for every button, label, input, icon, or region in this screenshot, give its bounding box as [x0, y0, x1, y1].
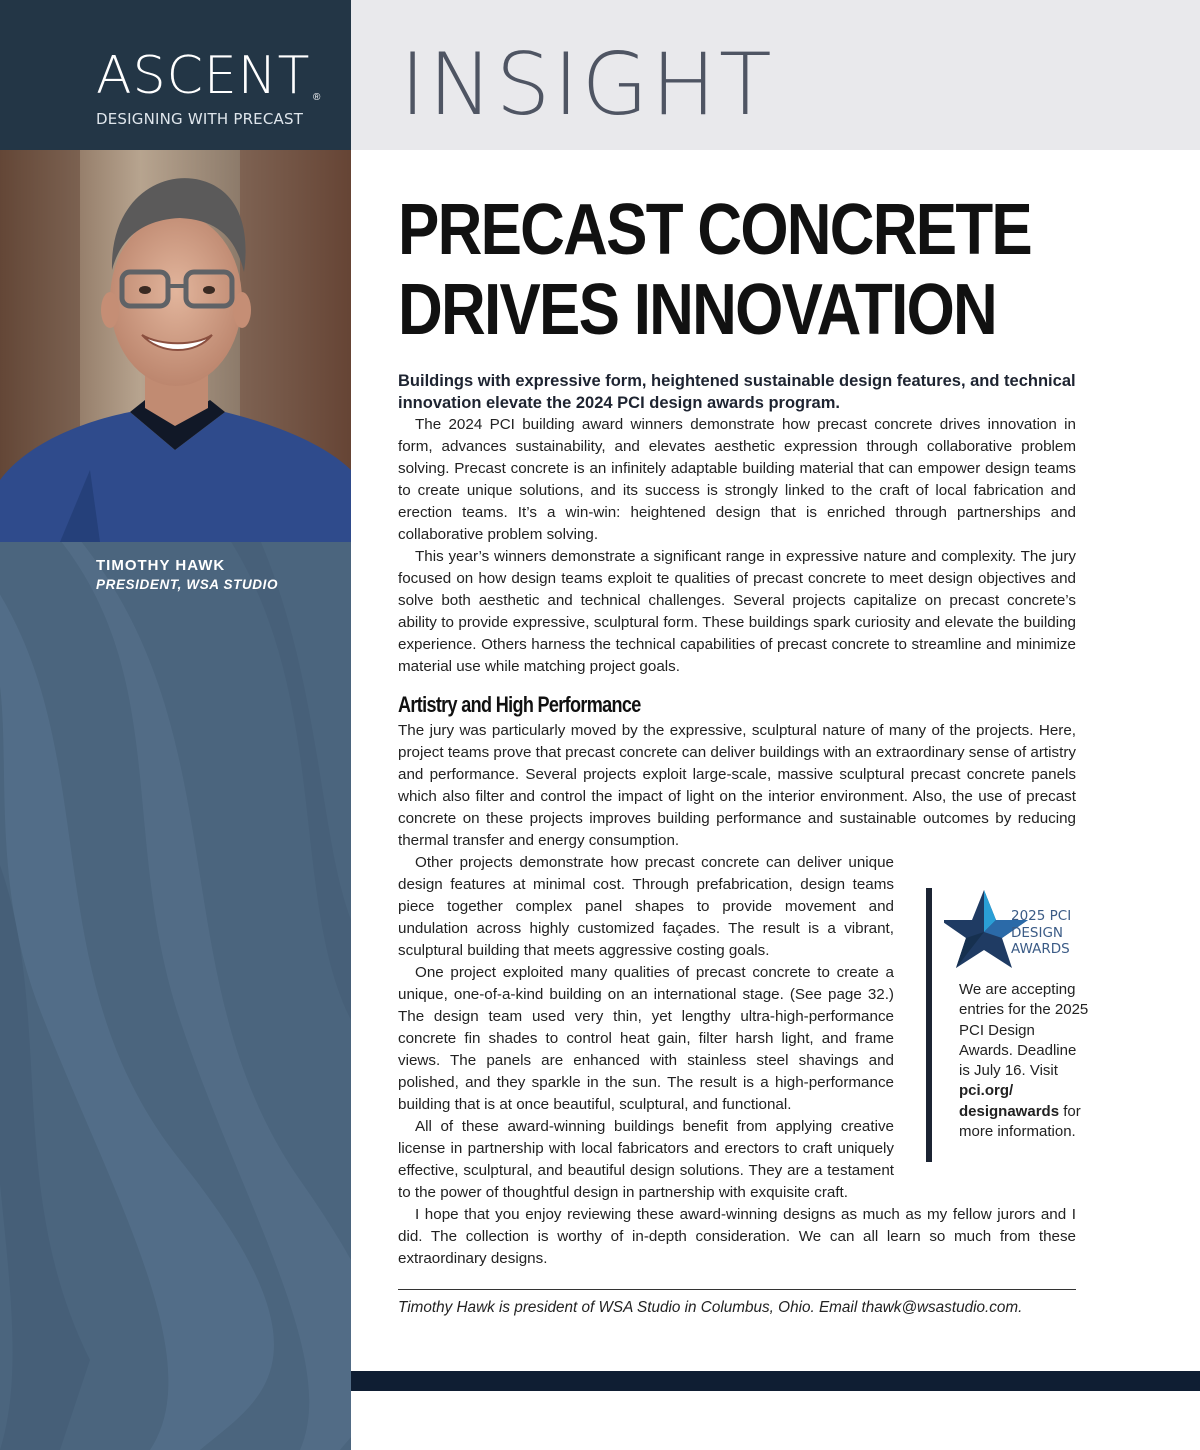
subheading: Artistry and High Performance — [398, 692, 641, 717]
brand-box — [0, 0, 351, 150]
paragraph: The 2024 PCI building award winners demonstrate how precast concrete drives innovation in form, advances sustainability, and elevates aesthetic expression through collaborative problem solving. Precast concrete is an infinitely adaptable building material that can empower design teams to create unique solutions, and its success is strongly linked to the craft of local fabrication and erection teams. It’s a win-win: heightened design that is enriched through partnerships and collaborative problem solving. — [398, 416, 1076, 543]
award-logo-line2: DESIGN — [1011, 925, 1064, 941]
brand-tagline: DESIGNING WITH PRECAST — [96, 110, 304, 128]
portrait-photo — [0, 150, 351, 542]
paragraph: Other projects demonstrate how precast concrete can deliver unique design features at minimal cost. Through prefabrication, design teams piece together complex panel shapes to provide movement and undulation across highly customized façades. The result is a vibrant, sculptural building that meets aggressive costing goals. — [398, 854, 894, 959]
article-lead: Buildings with expressive form, heightened sustainable design features, and technical innovation elevate the 2024 PCI design awards program. — [398, 372, 1076, 412]
footer-bar — [351, 1371, 1200, 1391]
callout-text — [959, 980, 1089, 1142]
left-column — [0, 0, 351, 1450]
callout-rule — [926, 888, 932, 1162]
author-bio: Timothy Hawk is president of WSA Studio in Columbus, Ohio. Email thawk@wsastudio.com. — [398, 1299, 1023, 1316]
section-label: INSIGHT — [400, 35, 775, 135]
author-name: TIMOTHY HAWK — [96, 557, 226, 574]
paragraph: This year’s winners demonstrate a significant range in expressive nature and complexity. The jury focused on how design teams exploit te qualities of precast concrete to meet design objectives and solve both aesthetic and technical challenges. Several projects capitalize on precast concrete’s ability to provide expressive, sculptural form. These buildings spark curiosity and elevate the building experience. Others harness the technical capabilities of precast concrete to streamline and minimize material use while matching project goals. — [398, 548, 1076, 675]
author-title: PRESIDENT, WSA STUDIO — [96, 577, 279, 592]
headline-line-2: DRIVES INNOVATION — [398, 270, 997, 350]
paragraph: The jury was particularly moved by the expressive, sculptural nature of many of the projects. Here, project teams prove that precast concrete can deliver buildings with an extraordinary sense of artistry and performance. Several projects exploit large-scale, massive sculptural precast concrete panels which also filter and control the impact of light on the interior environment. Also, the use of precast concrete on these projects improves building performance and sustainable outcomes by reducing thermal transfer and energy consumption. — [398, 722, 1076, 849]
paragraph: I hope that you enjoy reviewing these award-winning designs as much as my fellow jurors and I did. The collection is worthy of in-depth consideration. We can all learn so much from these extraordinary designs. — [398, 1206, 1076, 1267]
callout-text-before: We are accepting entries for the 2025 PCI Design Awards. Deadline is July 16. Visit — [959, 981, 1089, 1080]
headline-line-1: PRECAST CONCRETE — [398, 190, 1032, 270]
bio-divider — [398, 1289, 1076, 1290]
brand-logo-text: ASCENT — [96, 46, 311, 106]
awards-link[interactable]: pci.org/ designawards — [959, 1082, 1060, 1120]
awards-callout — [926, 888, 1089, 1162]
paragraph: One project exploited many qualities of precast concrete to create a unique, one-of-a-kind building on an international stage. (See page 32.) The design team used very thin, yet lengthy ultra-high-performance concrete fin shades to control heat gain, filter harsh light, and frame views. The panels are enhanced with stainless steel shavings and polished, and they sparkle in the sun. The result is a high-performance building that is at once beautiful, sculptural, and functional. — [398, 964, 894, 1113]
award-logo-line3: AWARDS — [1011, 941, 1070, 957]
article-headline — [398, 190, 1052, 350]
award-logo-line1: 2025 PCI — [1011, 908, 1072, 924]
wave-pattern — [0, 540, 351, 1450]
callout-text-after: for more information. — [959, 1102, 1081, 1141]
paragraph: All of these award-winning buildings benefit from applying creative license in partnership with local fabricators and erectors to craft uniquely effective, sculptural, and beautiful design solutions. They are a testament to the power of thoughtful design in partnership with exquisite craft. — [398, 1118, 894, 1201]
registered-mark: ® — [313, 92, 321, 103]
